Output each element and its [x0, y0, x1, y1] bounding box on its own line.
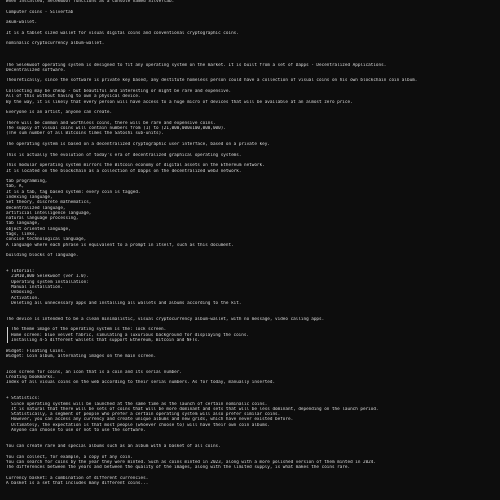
text-line: tab programming, [6, 179, 48, 185]
text-line: Anyone can choose to use or not to use the software. [6, 428, 146, 434]
text-line: object oriented language, [6, 226, 71, 232]
text-line: Activation. [6, 295, 40, 301]
text-line: concise technological language, [6, 237, 87, 243]
text-line: Everyone is an artist, anyone can create. [6, 110, 113, 116]
text-line: Computer coins - Silvertab [6, 9, 74, 15]
text-line: Index of all visual coins on the web according to their serial numbers. As for today, manually inserted. [6, 380, 276, 386]
text-line: Ultimately, the expectation is that most people (whoever choose to) will have their own coin albums. [6, 422, 270, 428]
text-line: Operating system installation: [6, 279, 89, 285]
text-line: It is located on the blockchain as a collection of Dapps on the decentralized web3 network. [6, 168, 242, 174]
text-line: The Selekwoof operating system is designed to fit any operating system on the market. It is built from a set of Dapps - Decentralized Applications. [6, 62, 387, 68]
text-line: (The sum number of all Bitcoins times the Satoshi sub-units). [6, 131, 164, 137]
text-line: Installing 4-5 different wallets that support Ethereum, Bitcoin and NFTs. [11, 338, 200, 343]
text-line: Onboxing. [6, 290, 35, 296]
text-line: This is actually the evolution of today's era of decentralized graphical operating systems. [6, 152, 242, 158]
text-line: The supply of visual coins will contain numbers from (1) to (21,000,000x100,000,000). [6, 126, 226, 132]
text-line: The theme image of the operating system is the: lock screen. [11, 327, 167, 333]
text-line: indexing language, [6, 194, 53, 200]
text-line: Collecting may be cheap - but beautiful and interesting or might be rare and expensive. [6, 89, 232, 95]
text-line: Theoretically, since the software is private key based, any destitute homeless person could have a collection of visual coins on his own blockchain coin album. [6, 78, 418, 84]
text-line: Home screen: blue velvet fabric, simulating a luxurious background for displaying the coins. [11, 332, 249, 338]
text-line: A basket is a set that includes many different coins... [6, 481, 149, 487]
text-line: However, you can access any currency and create unique albums and new grids, which have never existed before. [6, 417, 294, 423]
text-line: This modular operating system mirrors the Bitcoin economy of digital assets on the Ethereum network. [6, 163, 265, 169]
text-line: Widget: Coin album, alternating images on the main screen. [6, 353, 157, 359]
text-line: building blocks of language. [6, 253, 79, 259]
text-line: A language where each phrase is equivalent to a prompt in itself, such as this document. [6, 242, 234, 248]
text-line: It is a tablet sized wallet for visual digital coins and conventional cryptographic coins. [6, 30, 239, 36]
document-body [6, 0, 496, 486]
text-line: All of this without having to own a physical device. [6, 94, 141, 100]
text-line: By the way, it is likely that every person will have access to a huge micro of devices that will be available at an almost zero price. [6, 99, 353, 105]
text-line: The operating system is based on a decentralized cryptographic user interface, based on a private key. [6, 142, 270, 148]
text-line: It is a tab, tag based system: every coin is tagged. [6, 189, 141, 195]
text-line: Decentralized software. [6, 67, 66, 73]
text-line: Icon screen for coins, an icon that is a coin and its serial number. [6, 369, 182, 375]
text-line: decentralized language, [6, 205, 66, 211]
text-line: You can collect, for example, a copy of any coin. [6, 454, 133, 460]
text-line: artificial intelligence language, [6, 210, 92, 216]
text-line: Manual installation. [6, 285, 63, 291]
text-line: 21M10,000 Selekwoof (ver 1.0). [6, 274, 89, 280]
text-line: akum-wallet. [6, 20, 38, 26]
text-line: The differences between the years and between the quality of the images, along with the limited supply, is what makes the coins rare. [6, 465, 351, 471]
text-line: Currency basket: a combination of different currencies. [6, 475, 149, 481]
text-line: + Tutorial: [6, 269, 35, 275]
text-line: You can search for coins by the year they were minted. Such as coins minted in 2023, along with a more polished version of them minted in 2024. [6, 459, 376, 465]
text-line: tags, links, [6, 232, 38, 238]
text-line: Deleting all unnecessary apps and installing all wallets and albums according to the kit. [6, 300, 242, 306]
text-line: Widget: Floating Coins. [6, 348, 66, 354]
text-line: tab, A, [6, 184, 25, 190]
text-line: natural language processing, [6, 216, 79, 222]
quote-block [7, 327, 496, 343]
text-line: tab language, [6, 221, 40, 227]
text-line: When installed, Selekwoof functions as a console named Silvertab. [6, 0, 175, 4]
text-line: You can create rare and special albums such as an album with a basket of all coins. [6, 443, 221, 449]
text-line: Set theory, discrete mathematics, [6, 200, 92, 206]
text-line: It is natural that there will be sets of coins that will be more dominant and sets that will be less dominant, depending on the launch period. [6, 406, 379, 412]
text-line: There will be common and worthless coins, there will be rare and expensive coins. [6, 120, 216, 126]
text-line: Creating bookmarks. [6, 375, 56, 381]
text-line: + Statistics: [6, 396, 40, 402]
text-line: Statistically, a segment of people who prefer a certain operating system will also prefer similar coins. [6, 412, 281, 418]
text-line: nominalic cryptocurrency album-wallet. [6, 41, 105, 47]
text-line: Since operating systems will be launched at the same time as the launch of certain nominalic coins. [6, 401, 268, 407]
text-line: The device is intended to be a clean minimalistic, visual cryptocurrency album-wallet, with no message, video calling apps. [6, 316, 325, 322]
